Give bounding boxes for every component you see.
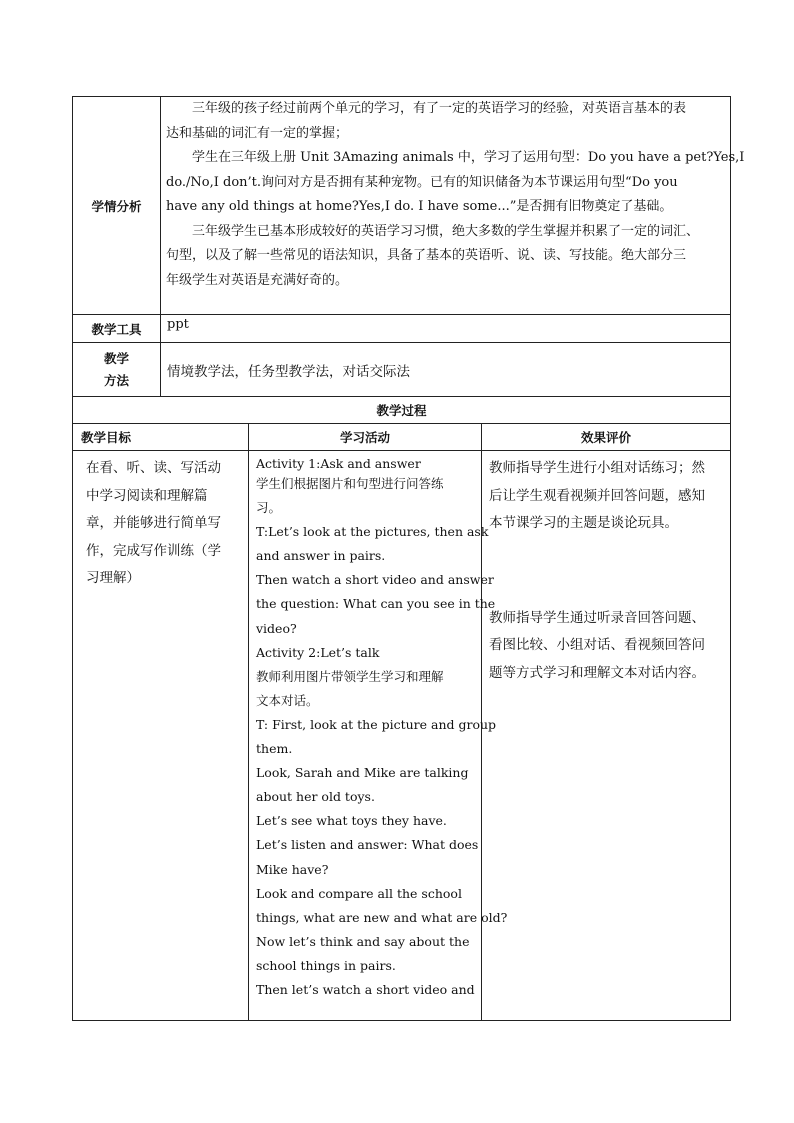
- learner-para-2: [161, 146, 745, 220]
- table-process: [72, 396, 731, 1021]
- activity-line: Then let’s watch a short video and: [256, 981, 475, 997]
- evaluation-block-1: [489, 455, 722, 538]
- learner-para-1: [161, 97, 730, 146]
- activity-cell: [249, 451, 508, 1021]
- header-goal: 教学目标: [73, 424, 249, 451]
- learner-analysis-content: [161, 97, 745, 315]
- text-line: do./No,I don’t.询问对方是否拥有某种宠物。已有的知识储备为本节课运用句型“Do you: [166, 174, 678, 190]
- row-learner-analysis: [73, 97, 731, 315]
- text-line: 三年级的孩子经过前两个单元的学习，有了一定的英语学习的经验，对英语言基本的表: [192, 101, 687, 116]
- table-upper: [72, 96, 745, 397]
- lesson-plan-table: [72, 96, 745, 1021]
- activity-line: Mike have?: [256, 861, 329, 877]
- goal-line: 在看、听、读、写活动: [86, 460, 221, 476]
- text-line: 达和基础的词汇有一定的掌握；: [166, 125, 349, 141]
- evaluation-line: 题等方式学习和理解文本对话内容。: [489, 664, 705, 681]
- evaluation-line: 看图比较、小组对话、看视频回答问: [489, 637, 705, 653]
- activity-line: Let’s listen and answer: What does: [256, 837, 479, 853]
- activity-line: 教师利用图片带领学生学习和理解: [256, 668, 444, 684]
- activity-line: Look, Sarah and Mike are talking: [256, 765, 469, 781]
- evaluation-line: 本节课学习的主题是谈论玩具。: [489, 515, 678, 531]
- row-process-title: [73, 397, 731, 424]
- methods-value: 情境教学法，任务型教学法，对话交际法: [161, 343, 731, 397]
- activity-line: video?: [256, 620, 297, 636]
- text-line: 三年级学生已基本形成较好的英语学习习惯，绝大多数的学生掌握并积累了一定的词汇、: [192, 223, 700, 239]
- evaluation-line: 教师指导学生通过听录音回答问题、: [489, 609, 705, 626]
- goal-line: 作，完成写作训练（学: [86, 542, 221, 559]
- text-line: 年级学生对英语是充满好奇的。: [166, 272, 349, 288]
- methods-label-line: 教学: [103, 350, 129, 366]
- row-process-headers: [73, 424, 731, 451]
- activity-line: Let’s see what toys they have.: [256, 813, 447, 829]
- learner-para-3: [161, 220, 730, 294]
- activity-line: school things in pairs.: [256, 957, 396, 973]
- goal-line: 中学习阅读和理解篇: [86, 487, 208, 504]
- tools-label: 教学工具: [73, 315, 161, 343]
- row-methods: [73, 343, 731, 397]
- goal-line: 习理解）: [86, 570, 140, 586]
- tools-value: ppt: [161, 315, 731, 343]
- header-evaluation: 效果评价: [482, 424, 731, 451]
- evaluation-cell: [482, 451, 731, 1021]
- activity-line: Now let’s think and say about the: [256, 933, 470, 949]
- activity-line: and answer in pairs.: [256, 548, 386, 564]
- activity-line: things, what are new and what are old?: [256, 909, 508, 925]
- evaluation-block-2: [489, 605, 722, 688]
- process-title: 教学过程: [73, 397, 731, 424]
- methods-label-line: 方法: [103, 372, 129, 388]
- activity-line: Activity 1:Ask and answer: [256, 456, 421, 471]
- activity-line: 文本对话。: [256, 692, 319, 708]
- evaluation-line: 后让学生观看视频并回答问题，感知: [489, 487, 705, 504]
- activity-line: T: First, look at the picture and group: [256, 716, 497, 732]
- text-line: 句型，以及了解一些常见的语法知识，具备了基本的英语听、说、读、写技能。绝大部分三: [166, 248, 687, 263]
- evaluation-line: 教师指导学生进行小组对话练习；然: [489, 460, 705, 476]
- activity-line: Look and compare all the school: [256, 885, 462, 901]
- goal-line: 章，并能够进行简单写: [86, 515, 221, 531]
- row-tools: [73, 315, 731, 343]
- activity-line: Activity 2:Let’s talk: [256, 644, 380, 660]
- learner-analysis-label: 学情分析: [73, 97, 161, 315]
- activity-line: Then watch a short video and answer: [256, 572, 494, 588]
- activity-line: them.: [256, 741, 293, 757]
- row-process-body: [73, 451, 731, 1021]
- activity-line: T:Let’s look at the pictures, then ask: [256, 524, 489, 540]
- goal-cell: [73, 451, 249, 1021]
- activity-line: 学生们根据图片和句型进行问答练: [256, 476, 444, 491]
- text-line: 学生在三年级上册 Unit 3Amazing animals 中，学习了运用句型：Do you have a pet?Yes,I: [192, 150, 745, 165]
- activity-line: about her old toys.: [256, 789, 375, 805]
- activity-line: 习。: [256, 500, 282, 516]
- text-line: have any old things at home?Yes,I do. I have some...”是否拥有旧物奠定了基础。: [166, 199, 673, 214]
- activity-line: the question: What can you see in the: [256, 596, 496, 612]
- header-activity: 学习活动: [249, 424, 482, 451]
- methods-label: [73, 343, 161, 397]
